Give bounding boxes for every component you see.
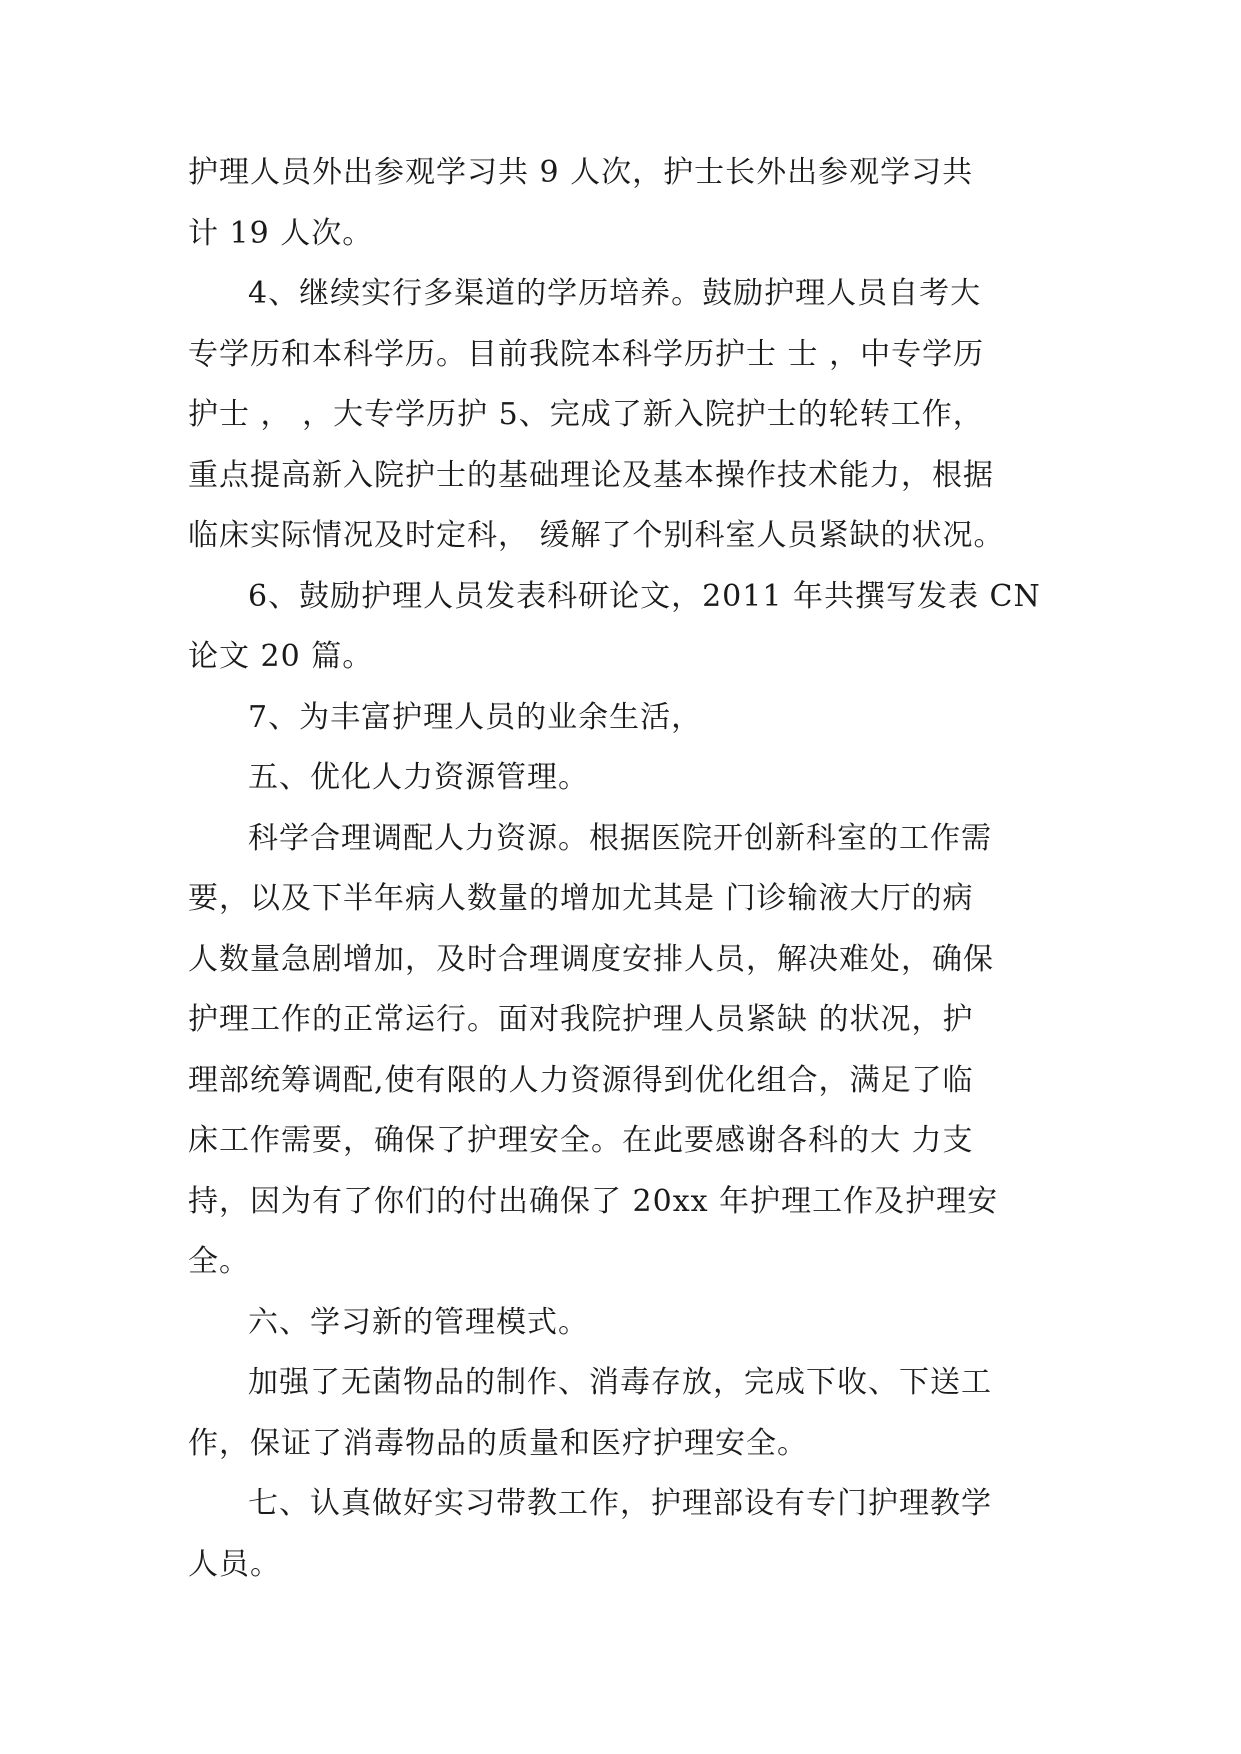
text-line: 作，保证了消毒物品的质量和医疗护理安全。 (188, 1425, 808, 1461)
text-line: 加强了无菌物品的制作、消毒存放，完成下收、下送工 (248, 1365, 992, 1400)
text-line: 6、鼓励护理人员发表科研论文，2011 年共撰写发表 CN (248, 578, 1041, 614)
text-line: 人数量急剧增加，及时合理调度安排人员，解决难处，确保 (188, 941, 994, 977)
text-line: 护理工作的正常运行。面对我院护理人员紧缺 的状况，护 (188, 1002, 974, 1037)
text-line: 计 19 人次。 (188, 215, 374, 251)
text-line: 持，因为有了你们的付出确保了 20xx 年护理工作及护理安 (188, 1183, 999, 1219)
text-line: 人员。 (188, 1546, 281, 1582)
text-line: 理部统筹调配,使有限的人力资源得到优化组合，满足了临 (188, 1062, 974, 1098)
text-line: 全。 (188, 1244, 250, 1279)
document-body (188, 155, 1048, 1610)
section-heading: 七、认真做好实习带教工作，护理部设有专门护理教学 (248, 1486, 992, 1521)
text-line: 4、继续实行多渠道的学历培养。鼓励护理人员自考大 (248, 276, 982, 311)
text-line: 重点提高新入院护士的基础理论及基本操作技术能力，根据 (188, 457, 994, 493)
text-line: 专学历和本科学历。目前我院本科学历护士 士 ，中专学历 (188, 336, 985, 372)
section-heading: 五、优化人力资源管理。 (248, 760, 589, 795)
text-line: 床工作需要，确保了护理安全。在此要感谢各科的大 力支 (188, 1123, 974, 1158)
section-heading: 六、学习新的管理模式。 (248, 1304, 589, 1340)
text-line: 7、为丰富护理人员的业余生活， (248, 699, 703, 735)
text-line: 临床实际情况及时定科， 缓解了个别科室人员紧缺的状况。 (188, 518, 1005, 553)
text-line: 护士 ， ，大专学历护 5、完成了新入院护士的轮转工作， (188, 397, 984, 432)
text-line: 科学合理调配人力资源。根据医院开创新科室的工作需 (248, 820, 992, 856)
text-line: 护理人员外出参观学习共 9 人次，护士长外出参观学习共 (188, 155, 974, 190)
text-line: 要，以及下半年病人数量的增加尤其是 门诊输液大厅的病 (188, 881, 974, 916)
text-line: 论文 20 篇。 (188, 639, 374, 674)
